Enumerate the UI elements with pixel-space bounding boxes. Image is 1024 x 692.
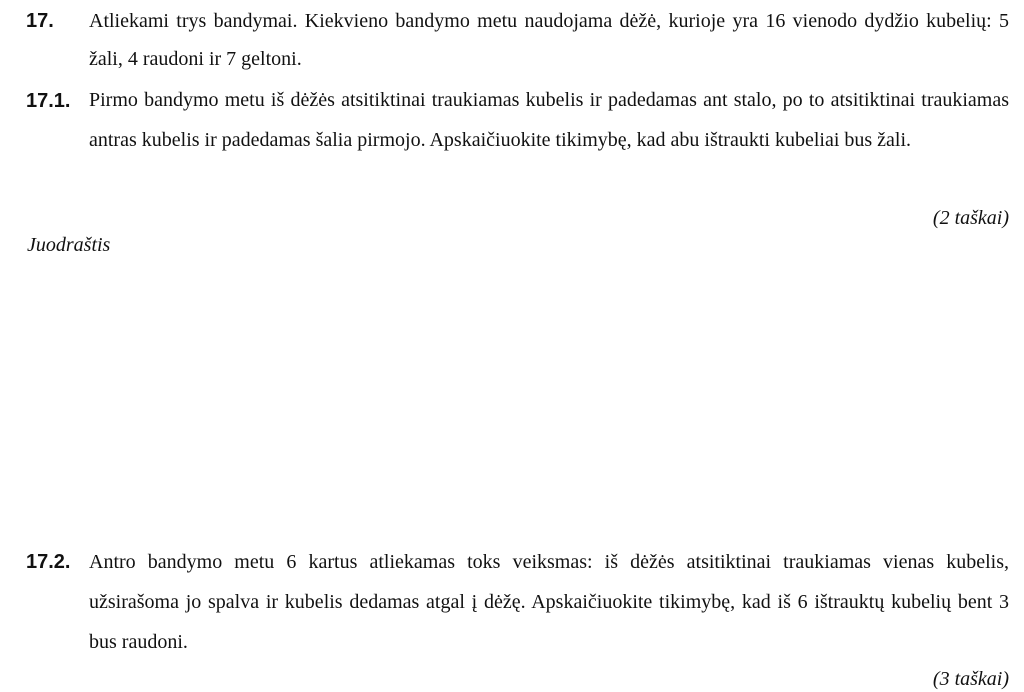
problem-17-2-points: (3 taškai) — [932, 668, 1009, 690]
problem-17-1-points: (2 taškai) — [932, 207, 1009, 229]
problem-17-number: 17. — [26, 10, 54, 32]
problem-17-2-number: 17.2. — [26, 551, 71, 573]
problem-17-1-text: Pirmo bandymo metu iš dėžės atsitiktinai traukiamas kubelis ir padedamas ant stalo, po to atsitiktinai traukiamas antras kubelis ir padedamas šalia pirmojo. Apskaičiuokite tikimybę, kad abu ištraukti kubeliai bus žali. — [89, 89, 1009, 151]
draft-label: Juodraštis — [27, 234, 111, 256]
problem-17-text: Atliekami trys bandymai. Kiekvieno bandymo metu naudojama dėžė, kurioje yra 16 vienodo dydžio kubelių: 5 žali, 4 raudoni ir 7 geltoni. — [89, 10, 1009, 70]
problem-17-1-number: 17.1. — [26, 90, 71, 112]
problem-17-2-text: Antro bandymo metu 6 kartus atliekamas toks veiksmas: iš dėžės atsitiktinai traukiamas vienas kubelis, užsirašoma jo spalva ir kubelis dedamas atgal į dėžę. Apskaičiuokite tikimybę, kad iš 6 ištrauktų kubelių bent 3 bus raudoni. — [89, 551, 1009, 653]
